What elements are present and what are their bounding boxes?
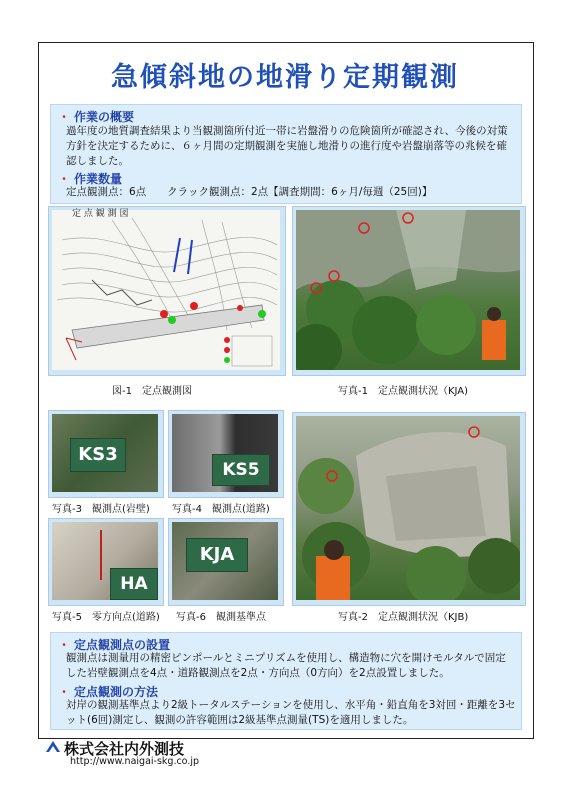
photo6-caption: 写真-6 観測基準点 <box>176 612 266 623</box>
photo3-caption: 写真-3 観測点(岩壁) <box>52 504 150 515</box>
company-url[interactable]: http://www.naigai-skg.co.jp <box>70 756 200 767</box>
overview-text: 過年度の地質調査結果より当観測箇所付近一帯に岩盤滑りの危険箇所が確認され、今後の対策方針を決定するために、６ヶ月間の定期観測を実施し地滑りの進行度や岩盤崩落等の兆候を確認しました。 <box>66 125 508 167</box>
method-text: 対岸の観測基準点より2級トータルステーションを使用し、水平角・鉛直角を3対回・距離を3セット(6回)測定し、観測の許容範囲は2級基準点測量(TS)を適用しました。 <box>66 699 516 726</box>
photo2-caption: 写真-2 定点観測状況（KJB) <box>338 612 469 623</box>
label-ks3: KS3 <box>70 438 126 472</box>
map-title: 定 点 観 測 図 <box>72 209 129 219</box>
method-heading: ・ 定点観測の方法 <box>58 685 159 699</box>
photo1-caption: 写真-1 定点観測状況（KJA) <box>338 386 469 397</box>
photo6-image <box>172 522 278 600</box>
fig1-caption: 図-1 定点観測図 <box>112 386 192 397</box>
label-ks5: KS5 <box>212 454 270 486</box>
company-name: 株式会社内外測技 <box>64 740 185 758</box>
quantity-heading: ・ 作業数量 <box>58 172 123 186</box>
company-logo-icon <box>44 738 62 756</box>
photo1-image <box>296 210 520 370</box>
photo4-image <box>172 414 278 492</box>
photo2-image <box>296 416 520 600</box>
photo5-caption: 写真-5 零方向点(道路) <box>52 612 160 623</box>
photo4-caption: 写真-4 観測点(道路) <box>172 504 270 515</box>
label-ha: HA <box>110 568 158 600</box>
photo3-image <box>52 414 158 492</box>
installation-text: 観測点は測量用の精密ピンポールとミニプリズムを使用し、構造物に穴を開けモルタルで固定した岩壁観測点を4点・道路観測点を2点・方向点（0方向）を2点設置しました。 <box>66 652 506 679</box>
page-title: 急傾斜地の地滑り定期観測 <box>111 62 459 93</box>
photo5-image <box>52 522 158 600</box>
installation-heading: ・ 定点観測点の設置 <box>58 638 171 652</box>
overview-heading: ・ 作業の概要 <box>58 110 135 124</box>
quantity-text: 定点観測点：6点 クラック観測点：2点【調査期間：6ヶ月/毎週（25回)】 <box>66 186 433 198</box>
observation-map <box>52 210 280 370</box>
label-kja: KJA <box>186 538 248 572</box>
